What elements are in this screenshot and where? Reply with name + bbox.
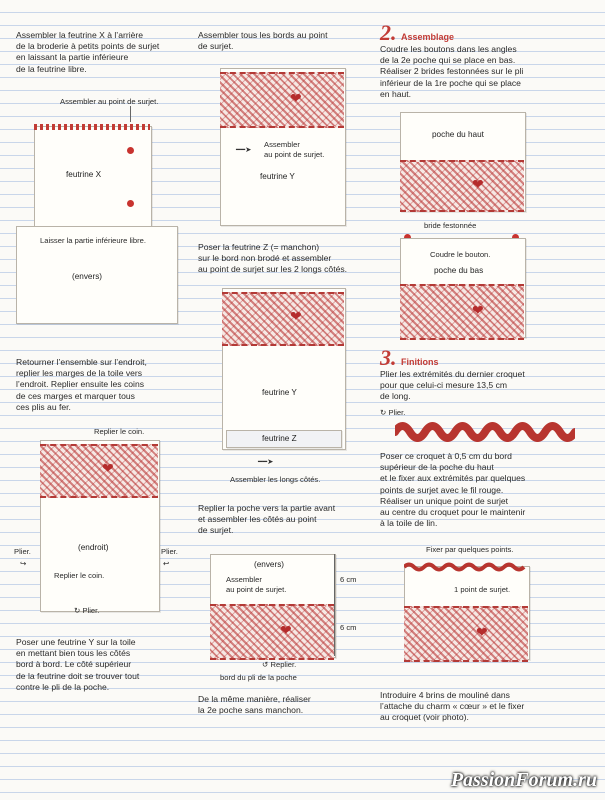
dim-top: 6 cm bbox=[340, 575, 357, 584]
embroidery-band bbox=[400, 160, 524, 212]
heart-icon: ❤ bbox=[280, 622, 292, 638]
un-point-label: 1 point de surjet. bbox=[454, 585, 511, 594]
heart-icon: ❤ bbox=[290, 308, 302, 324]
fold-arrow-icon: ↻ bbox=[74, 606, 83, 615]
fold-arrow-icon: ↪ bbox=[20, 559, 27, 568]
col2-step4-text: De la même manière, réaliser la 2e poche sans manchon. bbox=[198, 694, 311, 716]
plier-label: ↻ Plier. bbox=[380, 408, 406, 417]
fold-arrow-icon: ↩ bbox=[163, 559, 170, 568]
needle-icon: ━━➤ bbox=[236, 145, 252, 154]
section-3-heading: 3. Finitions bbox=[380, 345, 439, 370]
heart-icon: ❤ bbox=[472, 176, 484, 192]
col1-step2-text: Retourner l’ensemble sur l’endroit, replier les marges de la toile vers l’endroit. Replier ensuite les coins de ces marges et marquer tous ces plis au fer. bbox=[16, 357, 147, 412]
ric-rac-trim bbox=[395, 420, 575, 444]
assembler-label: Assembler au point de surjet. bbox=[60, 97, 159, 106]
embroidery-band bbox=[400, 284, 524, 340]
assembler-label-3: Assembler au point de surjet. bbox=[226, 575, 287, 594]
envers-label: (envers) bbox=[72, 272, 103, 281]
pin-icon bbox=[127, 147, 134, 154]
col3-sec3-text3: Introduire 4 brins de mouliné dans l’attache du charm « cœur » et le fixer au croquet (voir photo). bbox=[380, 690, 525, 723]
feutrine-y2-label: feutrine Y bbox=[262, 388, 297, 397]
replier-label: ↺ Replier. bbox=[262, 660, 297, 669]
embroidery-band bbox=[40, 444, 158, 498]
assembler-longs: Assembler les longs côtés. bbox=[230, 475, 321, 484]
plier-bottom: ↻ Plier. bbox=[74, 606, 100, 615]
heart-icon: ❤ bbox=[472, 302, 484, 318]
col1-step3-text: Poser une feutrine Y sur la toile en mettant bien tous les côtés bord à bord. Le côté supérieur de la feutrine doit se trouver tout contre le pli de la poche. bbox=[16, 637, 140, 692]
col1-step1-text: Assembler la feutrine X à l’arrière de la broderie à petits points de surjet en laissant la partie inférieure de la feutrine libre. bbox=[16, 30, 160, 74]
replier-coin-bottom: Replier le coin. bbox=[54, 571, 105, 580]
poche-haut-label: poche du haut bbox=[432, 130, 484, 139]
heart-icon: ❤ bbox=[290, 90, 302, 106]
col3-sec3-text: Plier les extrémités du dernier croquet pour que celui-ci mesure 13,5 cm de long. bbox=[380, 369, 525, 402]
fold-arrow-icon: ↻ bbox=[380, 408, 389, 417]
col2-step1-text: Assembler tous les bords au point de surjet. bbox=[198, 30, 328, 52]
endroit-label: (endroit) bbox=[78, 543, 109, 552]
coudre-bouton-label: Coudre le bouton. bbox=[430, 250, 491, 259]
plier-left: Plier. bbox=[14, 547, 31, 556]
col2-step3-text: Replier la poche vers la partie avant et assembler les côtés au point de surjet. bbox=[198, 503, 336, 536]
envers-label-2: (envers) bbox=[254, 560, 285, 569]
heart-icon: ❤ bbox=[102, 460, 114, 476]
embroidery-band bbox=[220, 72, 344, 128]
bord-pli-label: bord du pli de la poche bbox=[220, 673, 297, 682]
fold-arrow-icon: ↺ bbox=[262, 660, 271, 669]
replier-coin-top: Replier le coin. bbox=[94, 427, 145, 436]
feutrine-z-label: feutrine Z bbox=[262, 434, 297, 443]
col2-step2-text: Poser la feutrine Z (= manchon) sur le bord non brodé et assembler au point de surjet sur les 2 longs côtés. bbox=[198, 242, 348, 275]
dimension-line bbox=[334, 554, 335, 656]
feutrine-x-label: feutrine X bbox=[66, 170, 102, 179]
heart-icon: ❤ bbox=[476, 624, 488, 640]
ric-rac-trim-small bbox=[404, 562, 528, 572]
poche-bas-label: poche du bas bbox=[434, 266, 484, 275]
embroidery-band bbox=[210, 604, 334, 660]
bride-label: bride festonnée bbox=[424, 221, 477, 230]
fixer-label: Fixer par quelques points. bbox=[426, 545, 514, 554]
laisser-label: Laisser la partie inférieure libre. bbox=[40, 236, 146, 245]
embroidery-band bbox=[222, 292, 344, 346]
embroidery-band bbox=[404, 606, 528, 662]
pin-icon bbox=[127, 200, 134, 207]
needle-icon: ━━➤ bbox=[258, 457, 274, 466]
plier-right: Plier. bbox=[161, 547, 178, 556]
leader-line bbox=[130, 106, 131, 122]
stitch-row bbox=[34, 124, 150, 130]
dim-bottom: 6 cm bbox=[340, 623, 357, 632]
section-2-heading: 2. Assemblage bbox=[380, 20, 454, 45]
col3-sec2-text: Coudre les boutons dans les angles de la 2e poche qui se place en bas. Réaliser 2 brides festonnées sur le pli inférieur de la 1re poche qui se place en haut. bbox=[380, 44, 524, 99]
feutrine-y-label: feutrine Y bbox=[260, 172, 295, 181]
watermark: PassionForum.ru bbox=[450, 769, 597, 791]
col3-sec3-text2: Poser ce croquet à 0,5 cm du bord supérieur de la poche du haut et le fixer aux extrémités par quelques points de surjet avec le fil rouge. Réaliser un unique point de surjet au centre du croquet pour le maintenir à la toile de lin. bbox=[380, 451, 526, 529]
assembler-label-2: Assembler au point de surjet. bbox=[264, 140, 325, 159]
